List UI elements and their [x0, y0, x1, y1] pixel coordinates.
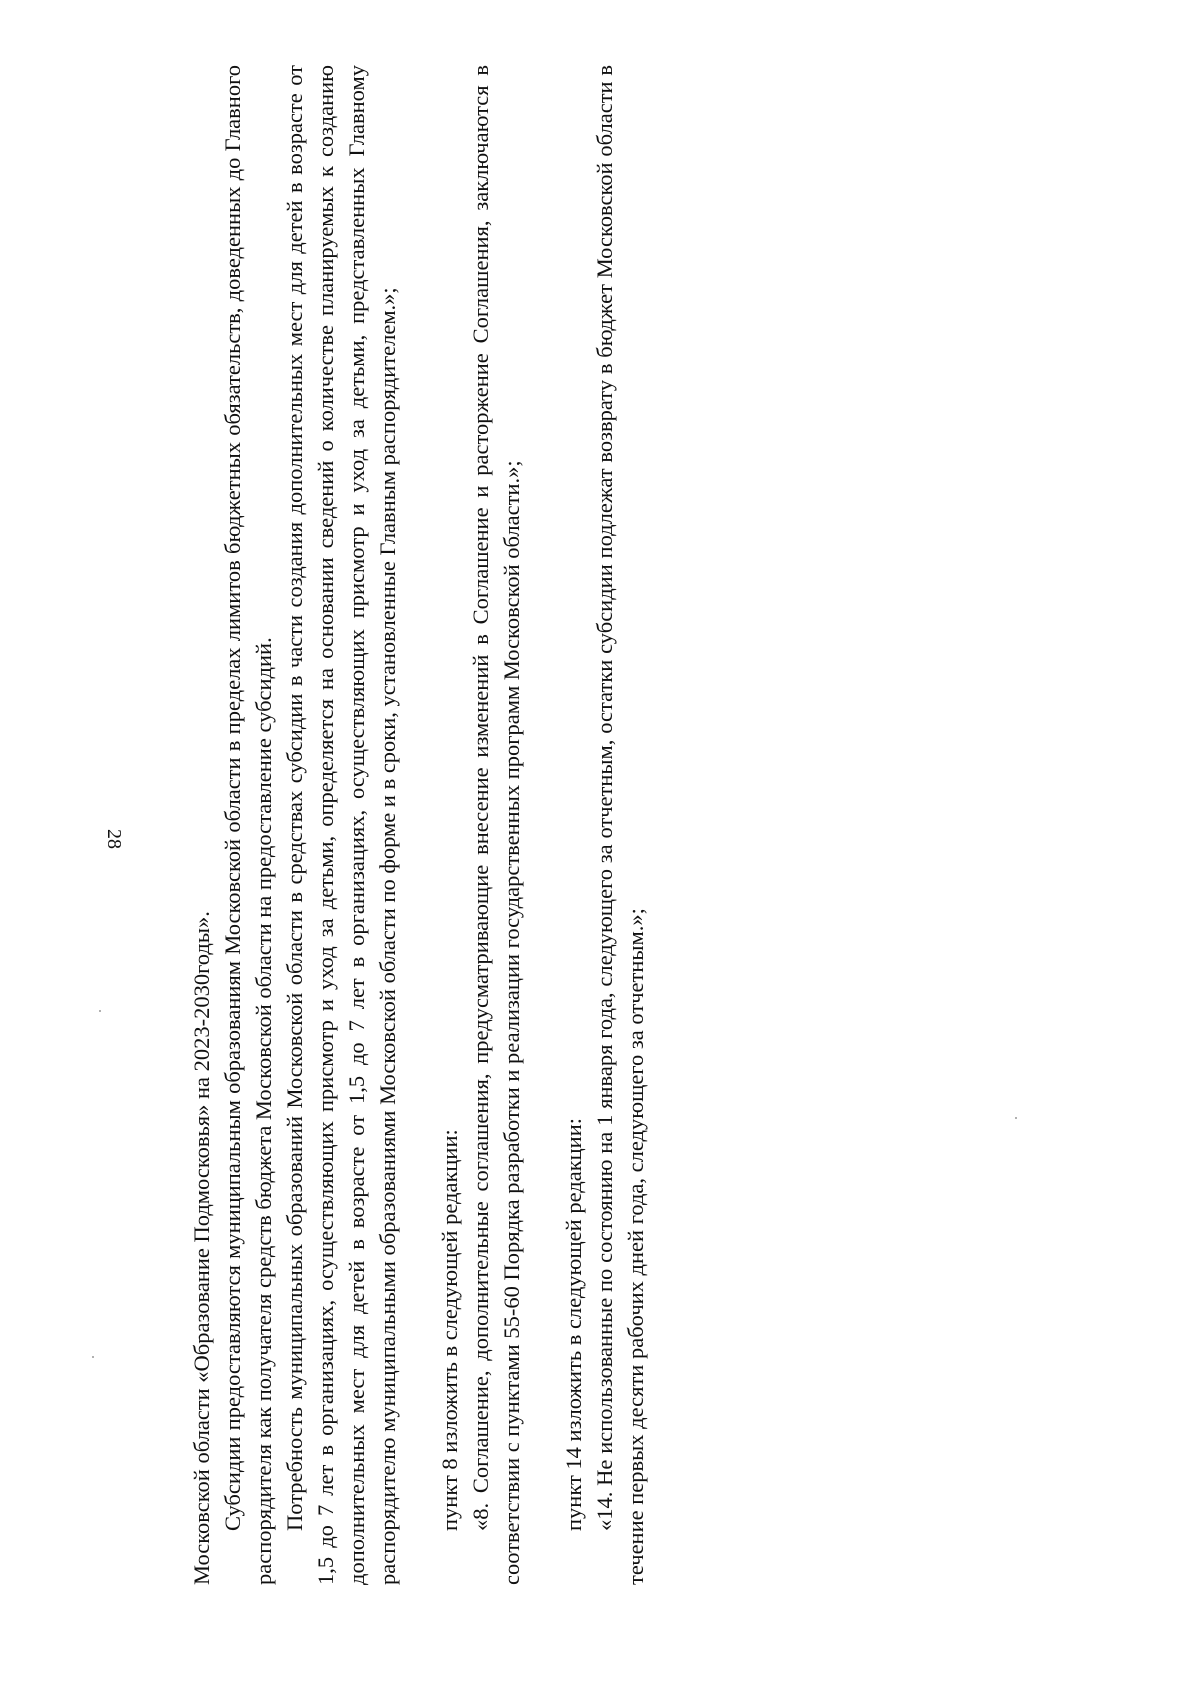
scan-speck [99, 1010, 101, 1012]
document-paragraph: «14. Не использованные по состоянию на 1 января года, следующего за отчетным, остатки субсидии подлежат возврату в бюджет Московской области в течение первых десяти рабочих дней года, следующего за отчетным.»; [592, 65, 648, 1585]
document-paragraph: «8. Соглашение, дополнительные соглашения, предусматривающие внесение изменений в Соглашение и расторжение Соглашения, заключаются в соответствии с пунктами 55-60 Порядка разработки и реализации государственных программ Московской области.»; [468, 65, 524, 1585]
document-paragraph: Субсидии предоставляются муниципальным образованиям Московской области в пределах лимитов бюджетных обязательств, доведенных до Главного распорядителя как получателя средств бюджета Московской области на предоставление субсидий. [220, 65, 276, 1585]
document-paragraph: пункт 8 изложить в следующей редакции: [437, 1129, 462, 1531]
scan-speck [92, 1356, 94, 1358]
paragraph-spacer [527, 65, 558, 1585]
document-paragraph: Потребность муниципальных образований Московской области в средствах субсидии в части создания дополнительных мест для детей в возрасте от 1,5 до 7 лет в организациях, осуществляющих присмотр и уход за детьми, определяется на основании сведений о количестве планируемых к созданию дополнительных мест для детей в возрасте от 1,5 до 7 лет в организациях, осуществляющих присмотр и уход за детьми, представленных Главному распорядителю муниципальными образованиями Московской области по форме и в сроки, установленные Главным распорядителем.»; [282, 65, 400, 1585]
document-paragraph: Московской области «Образование Подмосковья» на 2023-2030годы». [189, 911, 214, 1585]
scan-speck [1015, 1117, 1017, 1119]
document-paragraph: пункт 14 изложить в следующей редакции: [561, 1117, 586, 1531]
page-number: 28 [103, 829, 125, 849]
document-body [186, 65, 651, 1585]
rotated-page-content [186, 65, 651, 1585]
paragraph-spacer [403, 65, 434, 1585]
